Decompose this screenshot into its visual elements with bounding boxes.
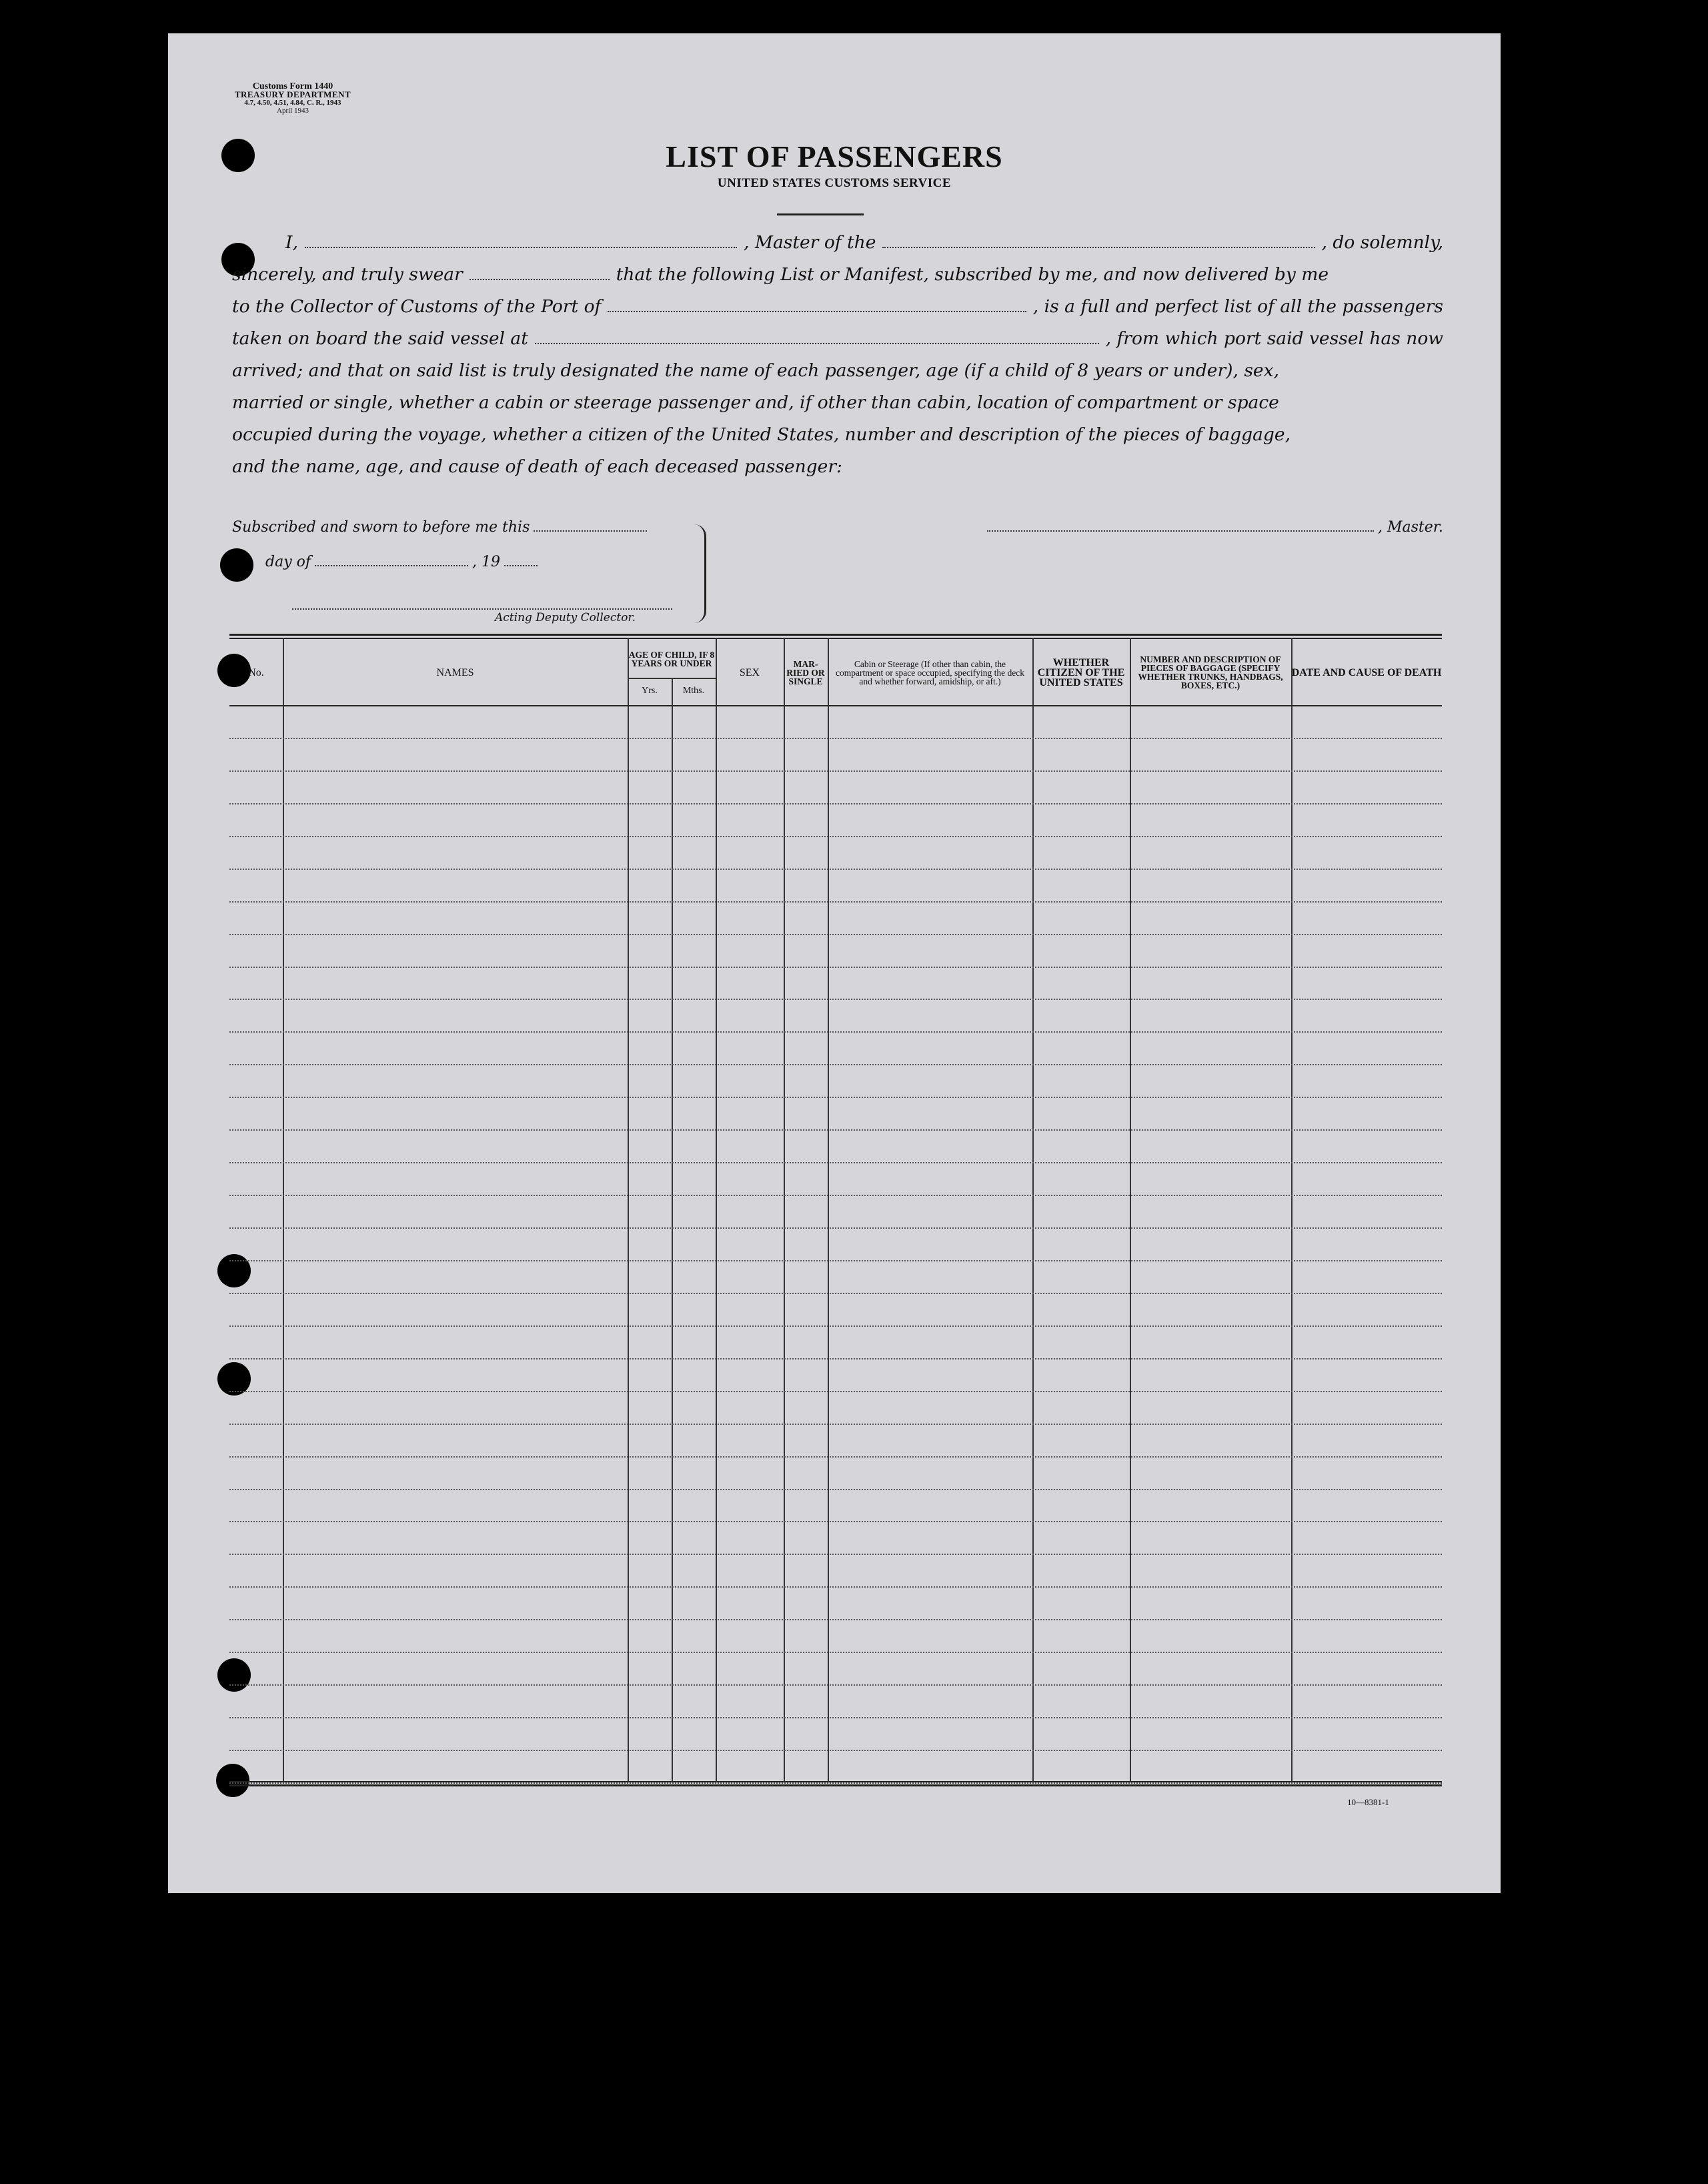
acting-deputy-collector-label: Acting Deputy Collector. [495, 611, 636, 624]
table-row[interactable] [229, 1619, 1442, 1620]
table-bottom-rule [229, 1781, 1442, 1782]
header-baggage: NUMBER AND DESCRIPTION OF PIECES OF BAGGAGE (SPECIFY WHETHER TRUNKS, HANDBAGS, BOXES, ETC.) [1138, 654, 1283, 690]
header-months: Mths. [682, 686, 705, 696]
table-row[interactable] [229, 1260, 1442, 1261]
form-identifier [229, 83, 356, 115]
oath-text: , from which port said vessel has now [1105, 328, 1443, 349]
table-row[interactable] [229, 967, 1442, 968]
oath-line-5 [232, 360, 1443, 387]
regulation-ref: 4.7, 4.50, 4.51, 4.84, C. R., 1943 [244, 99, 341, 107]
header-cabin: Cabin or Steerage (If other than cabin, the compartment or space occupied, specifying the deck and whether forward, amidship, or aft.) [835, 658, 1024, 686]
oath-text: sincerely, and truly swear [232, 264, 463, 285]
table-header-rule [229, 705, 1442, 706]
oath-text: taken on board the said vessel at [232, 328, 528, 349]
header-names: NAMES [436, 666, 474, 678]
table-row[interactable] [229, 1031, 1442, 1033]
table-row[interactable] [229, 1162, 1442, 1163]
table-row[interactable] [229, 1652, 1442, 1653]
page-subtitle: UNITED STATES CUSTOMS SERVICE [717, 176, 952, 190]
column-divider [716, 638, 717, 1782]
oath-line-4 [232, 328, 1443, 355]
oath-text: , Master of the [744, 232, 876, 253]
subscribed-label: Subscribed and sworn to before me this [232, 519, 530, 536]
column-divider [283, 638, 284, 1782]
vessel-name-field[interactable] [882, 235, 1315, 248]
port-field[interactable] [608, 299, 1026, 312]
year-field[interactable] [504, 556, 538, 566]
header-age: AGE OF CHILD, IF 8 YEARS OR UNDER [628, 650, 715, 668]
header-no: No. [248, 666, 264, 678]
day-of-label: day of [265, 554, 311, 570]
table-row[interactable] [229, 1586, 1442, 1588]
oath-text: , is a full and perfect list of all the passengers [1032, 296, 1443, 317]
column-divider [828, 638, 829, 1782]
table-row[interactable] [229, 1424, 1442, 1425]
passenger-table [229, 634, 1442, 1786]
table-row[interactable] [229, 1097, 1442, 1098]
day-of-line [265, 554, 542, 570]
oath-line-2 [232, 264, 1443, 291]
column-divider [1032, 638, 1034, 1782]
header-sex: SEX [739, 666, 760, 678]
collector-signature-field[interactable] [292, 608, 672, 610]
table-top-rule [229, 634, 1442, 636]
swear-field[interactable] [470, 267, 610, 280]
subscribed-day-field[interactable] [534, 521, 647, 532]
oath-text: arrived; and that on said list is truly designated the name of each passenger, age (if a child of 8 years or under), sex, [232, 360, 1279, 381]
table-row[interactable] [229, 1129, 1442, 1131]
master-signature-line [983, 519, 1443, 536]
table-row[interactable] [229, 803, 1442, 804]
column-divider [672, 678, 673, 1782]
table-top-rule [229, 638, 1442, 639]
table-row[interactable] [229, 770, 1442, 772]
table-row[interactable] [229, 1554, 1442, 1555]
header-years: Yrs. [642, 686, 658, 696]
master-signature-field[interactable] [987, 521, 1374, 532]
department: TREASURY DEPARTMENT [234, 89, 351, 99]
form-date: April 1943 [277, 107, 309, 115]
signature-brace [688, 524, 706, 623]
page-title: LIST OF PASSENGERS [666, 139, 1003, 173]
oath-text: to the Collector of Customs of the Port of [232, 296, 602, 317]
table-row[interactable] [229, 1782, 1442, 1784]
column-divider [1130, 638, 1131, 1782]
oath-line-8 [232, 456, 1443, 483]
table-row[interactable] [229, 934, 1442, 935]
month-field[interactable] [315, 556, 468, 566]
table-row[interactable] [229, 1293, 1442, 1294]
table-row[interactable] [229, 1521, 1442, 1522]
oath-text: occupied during the voyage, whether a citizen of the United States, number and description of the pieces of baggage, [232, 424, 1291, 445]
table-row[interactable] [229, 869, 1442, 870]
column-divider [1291, 638, 1293, 1782]
oath-text: , do solemnly, [1321, 232, 1443, 253]
table-row[interactable] [229, 999, 1442, 1000]
table-bottom-rule [229, 1784, 1442, 1786]
master-label: , Master. [1378, 519, 1443, 536]
column-divider [784, 638, 785, 1782]
form-page [168, 33, 1501, 1893]
table-row[interactable] [229, 836, 1442, 837]
table-row[interactable] [229, 1227, 1442, 1229]
table-row[interactable] [229, 1750, 1442, 1751]
oath-line-7 [232, 424, 1443, 451]
table-row[interactable] [229, 1358, 1442, 1359]
table-row[interactable] [229, 738, 1442, 739]
subscribed-line [232, 519, 651, 536]
print-code: 10—8381-1 [1347, 1797, 1389, 1807]
table-row[interactable] [229, 1391, 1442, 1392]
master-name-field[interactable] [305, 235, 737, 248]
table-row[interactable] [229, 1489, 1442, 1490]
table-row[interactable] [229, 901, 1442, 903]
table-row[interactable] [229, 1717, 1442, 1718]
header-married: MAR-RIED OR SINGLE [786, 658, 825, 686]
oath-text: I, [285, 232, 298, 253]
header-death: DATE AND CAUSE OF DEATH [1291, 666, 1442, 678]
year-label: , 19 [472, 554, 500, 570]
table-row[interactable] [229, 1064, 1442, 1065]
oath-text: married or single, whether a cabin or steerage passenger and, if other than cabin, location of compartment or space [232, 392, 1279, 413]
oath-text: that the following List or Manifest, subscribed by me, and now delivered by me [616, 264, 1329, 285]
oath-line-3 [232, 296, 1443, 323]
form-number: Customs Form 1440 [252, 81, 333, 91]
punch-hole [220, 548, 253, 582]
oath-line-6 [232, 392, 1443, 419]
table-row[interactable] [229, 1684, 1442, 1686]
column-divider [628, 638, 629, 1782]
table-row[interactable] [229, 1325, 1442, 1327]
oath-line-1 [232, 232, 1443, 259]
header-citizen: WHETHER CITIZEN OF THE UNITED STATES [1037, 656, 1125, 688]
embarkation-port-field[interactable] [535, 331, 1099, 344]
table-row[interactable] [229, 1195, 1442, 1196]
title-divider [777, 213, 864, 215]
table-row[interactable] [229, 1456, 1442, 1458]
oath-text: and the name, age, and cause of death of each deceased passenger: [232, 456, 842, 477]
